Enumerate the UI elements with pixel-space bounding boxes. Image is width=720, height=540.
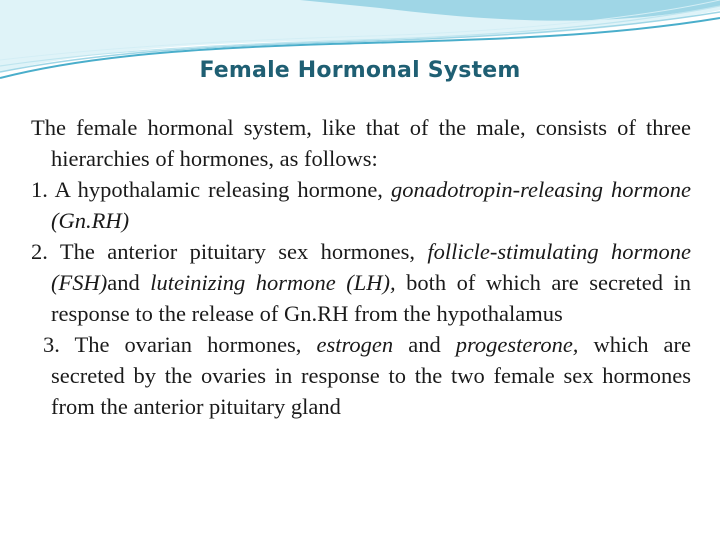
item-2-lh: luteinizing hormone (LH), xyxy=(150,270,396,295)
item-1-text: 1. A hypothalamic releasing hormone, xyxy=(31,177,391,202)
item-1-gnrh: gonadotropin-releasing hormone (Gn.RH) xyxy=(51,177,692,233)
item-3-progesterone: progesterone, xyxy=(455,332,579,357)
intro-paragraph: The female hormonal system, like that of the male, consists of three hierarchies of hormones, as follows: xyxy=(31,115,691,171)
list-item-2 xyxy=(31,236,691,329)
item-3-rest: which are secreted by the ovaries in response to the two female sex hormones from the anterior pituitary gland xyxy=(51,332,691,419)
slide-body xyxy=(31,112,691,422)
item-2-text: 2. The anterior pituitary sex hormones, xyxy=(31,239,428,264)
item-2-fsh: follicle-stimulating hormone (FSH) xyxy=(51,239,691,295)
item-3-and: and xyxy=(393,332,456,357)
list-item-1 xyxy=(31,174,691,236)
list-item-3 xyxy=(31,329,691,422)
slide-title: Female Hormonal System xyxy=(199,58,521,83)
item-3-text: 3. The ovarian hormones, xyxy=(43,332,317,357)
item-2-rest: both of which are secreted in response to the release of Gn.RH from the hypothalamus xyxy=(51,270,691,326)
item-3-estrogen: estrogen xyxy=(316,332,394,357)
item-2-and: and xyxy=(107,270,151,295)
